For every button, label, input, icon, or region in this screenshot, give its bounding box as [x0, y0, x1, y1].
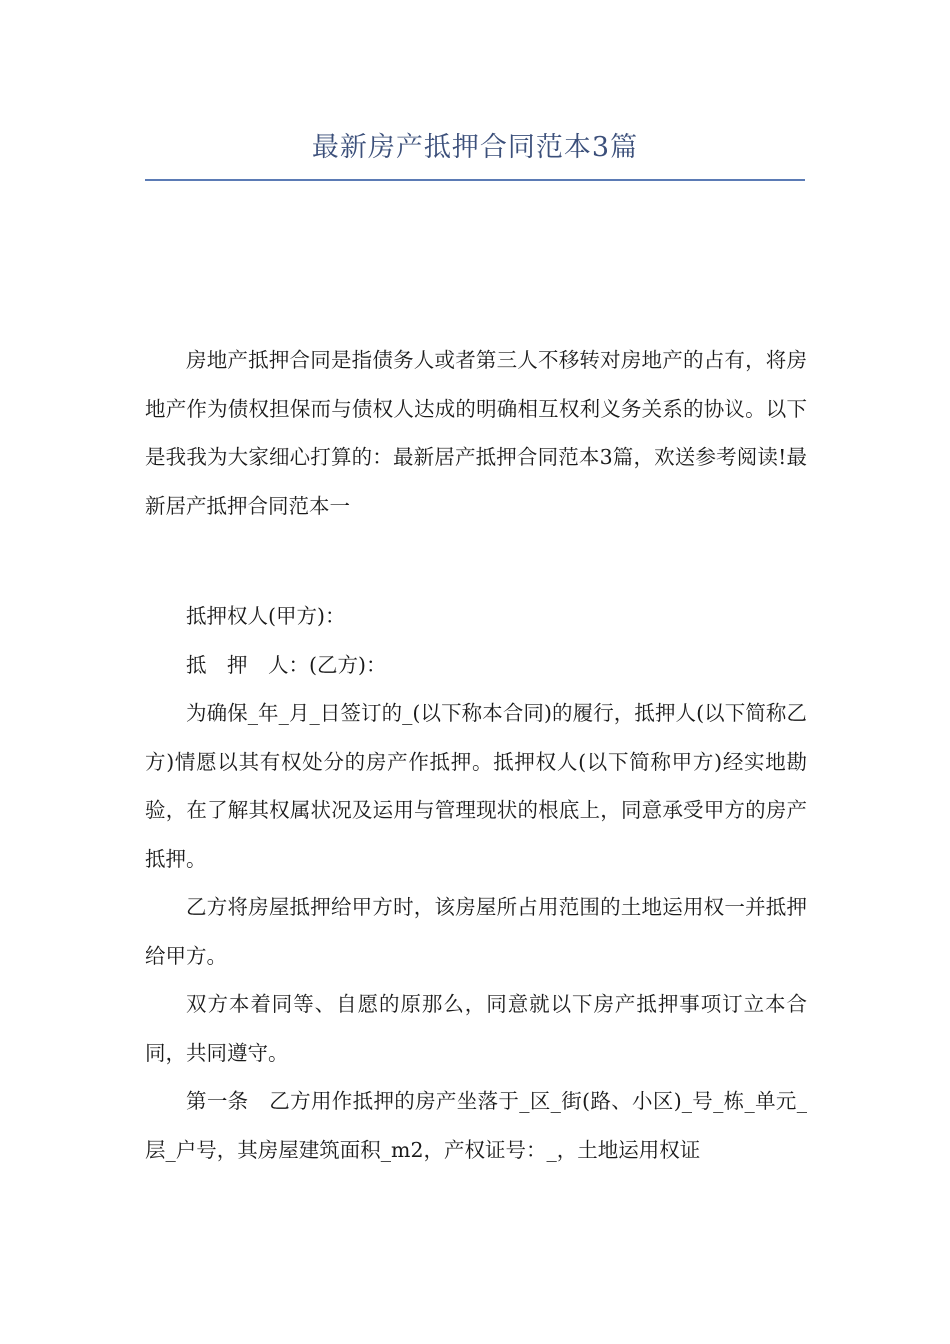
contract-paragraph: 双方本着同等、自愿的原那么，同意就以下房产抵押事项订立本合同，共同遵守。 [145, 992, 807, 1065]
document-title: 最新房产抵押合同范本3篇 [311, 132, 639, 163]
title-underline [145, 179, 805, 181]
intro-paragraph: 房地产抵押合同是指债务人或者第三人不移转对房地产的占有，将房地产作为债权担保而与债权人达成的明确相互权利义务关系的协议。以下是我我为大家细心打算的：最新居产抵押合同范本3篇，欢送参考阅读!最新居产抵押合同范本一 [145, 348, 807, 518]
article-one-paragraph: 第一条 乙方用作抵押的房产坐落于_区_街(路、小区)_号_栋_单元_层_户号，其房屋建筑面积_m2，产权证号：_，土地运用权证 [145, 1089, 807, 1162]
mortgagor-line: 抵 押 人：(乙方)： [186, 652, 387, 677]
contract-paragraph: 为确保_年_月_日签订的_(以下称本合同)的履行，抵押人(以下简称乙方)情愿以其有权处分的房产作抵押。抵押权人(以下简称甲方)经实地勘验，在了解其权属状况及运用与管理现状的根底上，同意承受甲方的房产抵押。 [145, 701, 807, 871]
mortgagee-line: 抵押权人(甲方)： [186, 604, 346, 628]
contract-paragraph: 乙方将房屋抵押给甲方时，该房屋所占用范围的土地运用权一并抵押给甲方。 [145, 895, 807, 968]
document-body [145, 336, 807, 1174]
